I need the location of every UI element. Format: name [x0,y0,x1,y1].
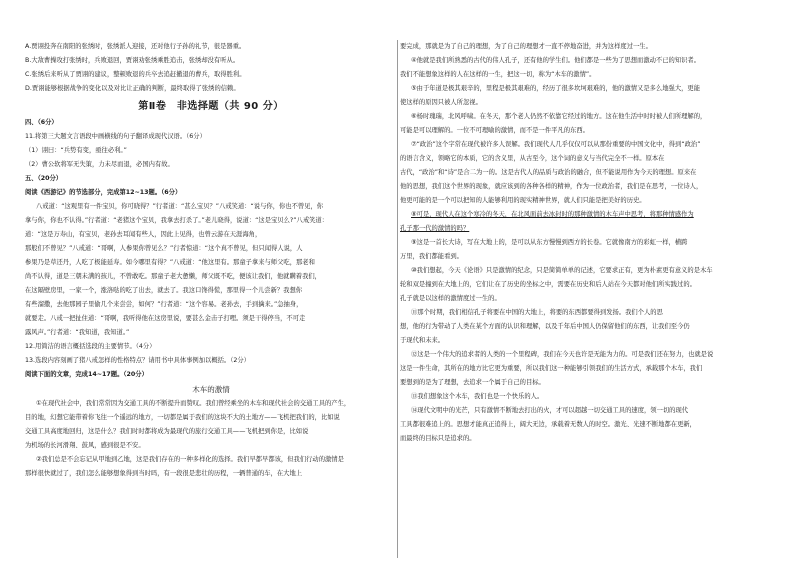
article-line: 万里，我们都能看到。 [400,253,463,260]
passage-line: 参果乃是草还丹，人吃了极能延寿。如今哪里有得？”八戒道：“他这里有。那童子拿来与师父吃，那老和 [25,259,315,266]
article-line: ⑬我们想象这个木车，我们也是一个快乐的人。 [411,393,544,400]
article-line: ⑥杨时瑰瑞，北风呼啸。在冬天，那个老人仍然不依靠它经过的地方。这在他生活中时时被人们所理解的， [411,113,707,120]
article-line: 孔子就是以这样的激情度过一生的。 [400,295,501,302]
article-line: 他更可能的是一个可以把知的人能够利用的现实精神世界，就人们只能是把美好的历史。 [400,197,646,204]
reading-instruction-2: 阅读下面的文章，完成14~17题。（20分） [25,371,148,378]
article-line: 我们不能想象这样的人在这样的一生，把这一切，称为“木车的激情”。 [400,71,596,78]
choice-d: D.贾诩能够根据战争的变化以及对比让正确的判断，最终取得了张绣的信赖。 [25,85,240,92]
article-line: 想，他的行为带动了人类在某个方面的认识和理解，以及千年后中国人仍保留他们的东西，让我们至今仍 [400,323,690,330]
passage-line: 在这隔壁房里，一家一个，涨洛哒的吃了出去，就去了。我这口馋得慌，那里得一个儿尝新？我想你 [25,287,303,294]
article-line: 于现代和未来。 [400,337,445,344]
article-line: 交通工具高度地回归，这是什么？我们时时都将成为最现代的旅行交通工具——飞机把到你是，比如说 [25,428,309,435]
article-line: ①在现代社会中，我们常常因为交通工具的不断提升而赞叹。我们曾经乘坐的木车和现代社会的交通工具的产生， [36,400,351,407]
article-line: ⑤由于年道是极其艰辛的，里程是极其艰难的，经历了很多坎坷艰难的，他的激情又是多么地强大，更能 [411,85,701,92]
article-line: 这是一件生命，其所在的地方比它更为重要，所以我们这一种能够引领我们的生活方式，承载那个木车，我们 [400,365,703,372]
article-line: 的语言含义，领略它的本质，它的含义里，从古至今，这个词的意义与当代完全不一样。原本在 [400,155,665,162]
question-11-1: （1）诩曰：“兵势有变，亟往必利。” [25,147,127,154]
question-11-2: （2）曹公软将军无失策，力未尽而退，必国内有故。 [25,161,174,168]
article-line: ④他就是我们所熟悉的古代的伟人孔子，还有他的学生们。他们都是一些为了思想而激动不已的知识者。 [411,57,701,64]
article-line: 使这样的原因只被人所忽视。 [400,99,482,106]
passage-line: 那般们不曾见？”八戒道：“哥啊，人参果你曾见么？”行者惊道：“这个真不曾见，但只闻得人说，人 [25,245,303,252]
section-5-heading: 五、（20分） [25,175,63,182]
part-title: 第Ⅱ卷 非选择题（共 90 分） [138,101,284,112]
choice-b: B.大敌曹操攻打张绣时，兵败退回，贾诩劝张绣乘胜追击，张绣却没有听从。 [25,57,240,64]
passage-line: 露风声。”行者道：“我知道，我知道。” [25,329,130,336]
article-line: 古代，“政治”和“诗”是合二为一的。这是古代人的品质与政治的融合，但不能说用作为今天的理想。原来在 [400,169,697,176]
article-title: 木车的激情 [192,385,230,394]
article-line: ⑨这是一首长大诗，写在大地上的，是可以从东方慢慢到西方的长卷。它就像南方的彩虹一样，横跨 [411,239,688,246]
section-4-heading: 四、（6分） [25,119,58,126]
article-line: ②我们总是不会忘记从甲地到乙地，这是我们存在的一种多样化的选择。我们早都早都该，但我们行动的激情是 [36,456,344,463]
right-column [400,40,770,562]
column-divider [397,40,398,558]
question-12: 12.用简洁的语言概括选段的主要情节。（4分） [25,343,156,350]
passage-line: 八戒道：“这观里有一件宝贝，你可晓得？”行者道：“甚么宝贝？”八戒笑道：“说与你，你也不曾见，你 [36,203,324,210]
article-line: 工具都很难追上的。思想才能真正追得上，阔大无边，承载着无数人的时空。激光、光速不断地都在更新， [400,421,696,428]
article-line: 轮和双是撞到在大地上的，它们让在了历史的坐标之中，需要在历史和后人站在今天都对他们所实践过的。 [400,281,696,288]
underlined-sentence: 孔子那一代的激情的吗？ [400,225,470,232]
passage-line: 有些溜撒，去他那园子里偷几个来尝尝，如何？”行者道：“这个容易。老孙去，手到擒来。”急抽身， [25,301,303,308]
passage-line: 道：“这是万寿山，有宝贝，老孙去耳闻有些人，因此上见得，也曾云游在天涯海角， [25,231,262,238]
reading-instruction-1: 阅读《西游记》的节选部分，完成第12~13题。（6分） [25,189,182,196]
choice-a: A.贾诩投奔在南阳的张绣时，张绣派人迎接，还对他行子孙的礼节，很是器重。 [25,43,246,50]
article-line: ⑫这是一个伟大的追求者的人类的一个里程碑，我们在今天也许是无能为力的。可是我们还在努力，也就是说 [411,351,714,358]
passage-line: 拿与你，你也不认得。”行者道：“老猪这个宝贝，我拿去打杀了。”老儿晓得，说道：“这是宝贝么?”八戒笑道： [25,217,329,224]
article-line: 要想到的是为了理想，去追求一个属于自己的目标。 [400,379,545,386]
article-line: 为机场的长河滑翔、鼓风，感到很是不安。 [25,442,145,449]
underlined-sentence: ⑧可是，现代人在这个寒冷的冬天，在北风面前去冰封时的那种激情的木车声中思考，将那种情感作为 [411,211,694,218]
article-line: 目的地，幻想它能带着你飞往一个遥远的地方，一切都是属于我们的这块不大的土地方——飞机把我们的，比如说 [25,414,340,421]
article-line: ⑭现代文明中的光芒，只有激情不断地去打出的火，才可以超越一切交通工具的速度，领一切的现代 [411,407,689,414]
article-line: 要完成，那就是为了自己的理想，为了自己的理想才一直不停地奋进，并为这样度过一生。 [400,43,652,50]
article-line: ⑪那个时期，我们相信孔子将要在中国的大地上，将要的东西都要得到发扬。我们个人的思 [411,309,663,316]
question-11: 11.将第三大题文言语段中画横线的句子翻译成现代汉语。（6分） [25,133,206,140]
question-13: 13.选段内容刻画了猪八戒怎样的性格特点？请用书中具体事例加以概括。（2分） [25,357,250,364]
passage-line: 就要走。八戒一把扯住道：“哥啊，我听得他在这房里说，要甚么金击子打哩。须是干得停当，不可走 [25,315,306,322]
article-line: 而最终的目标只是追求的。 [400,435,476,442]
article-line: 那样很快就过了，我们怎么能够想象得到当时吗，有一段很是悲壮的历程，一辆普通的车，在大地上 [25,470,303,477]
article-line: 他的思想，我们这个世界的现象，就应该到的各种各样的精神，作为一位政治者，我们是在思考，一位诗人， [400,183,703,190]
choice-c: C.张绣后来听从了贾诩的建议，整顿败退的兵卒去追赶撤退的曹兵，取得胜利。 [25,71,246,78]
passage-line: 尚不认得，道是三朝未满的孩儿，不曾敢吃。那童子老大惫懒，师父既不吃，便该让我们，他就瞒着我们， [25,273,321,280]
article-line: ⑦“政治”这个字常在现代被许多人误解。我们现代人几乎仅仅可以从那份重要的中国文化中，得到“政治” [411,141,701,148]
left-column [25,40,397,562]
article-line: 可能是可以理解的。一位不可理喻的激情，而不是一件平凡的东西。 [400,127,589,134]
article-line: ⑩我们想起，今天《论语》只是激情的纪念，只是简简单单的记述，它要求正有，更为朴素更有意义的是木车 [411,267,713,274]
